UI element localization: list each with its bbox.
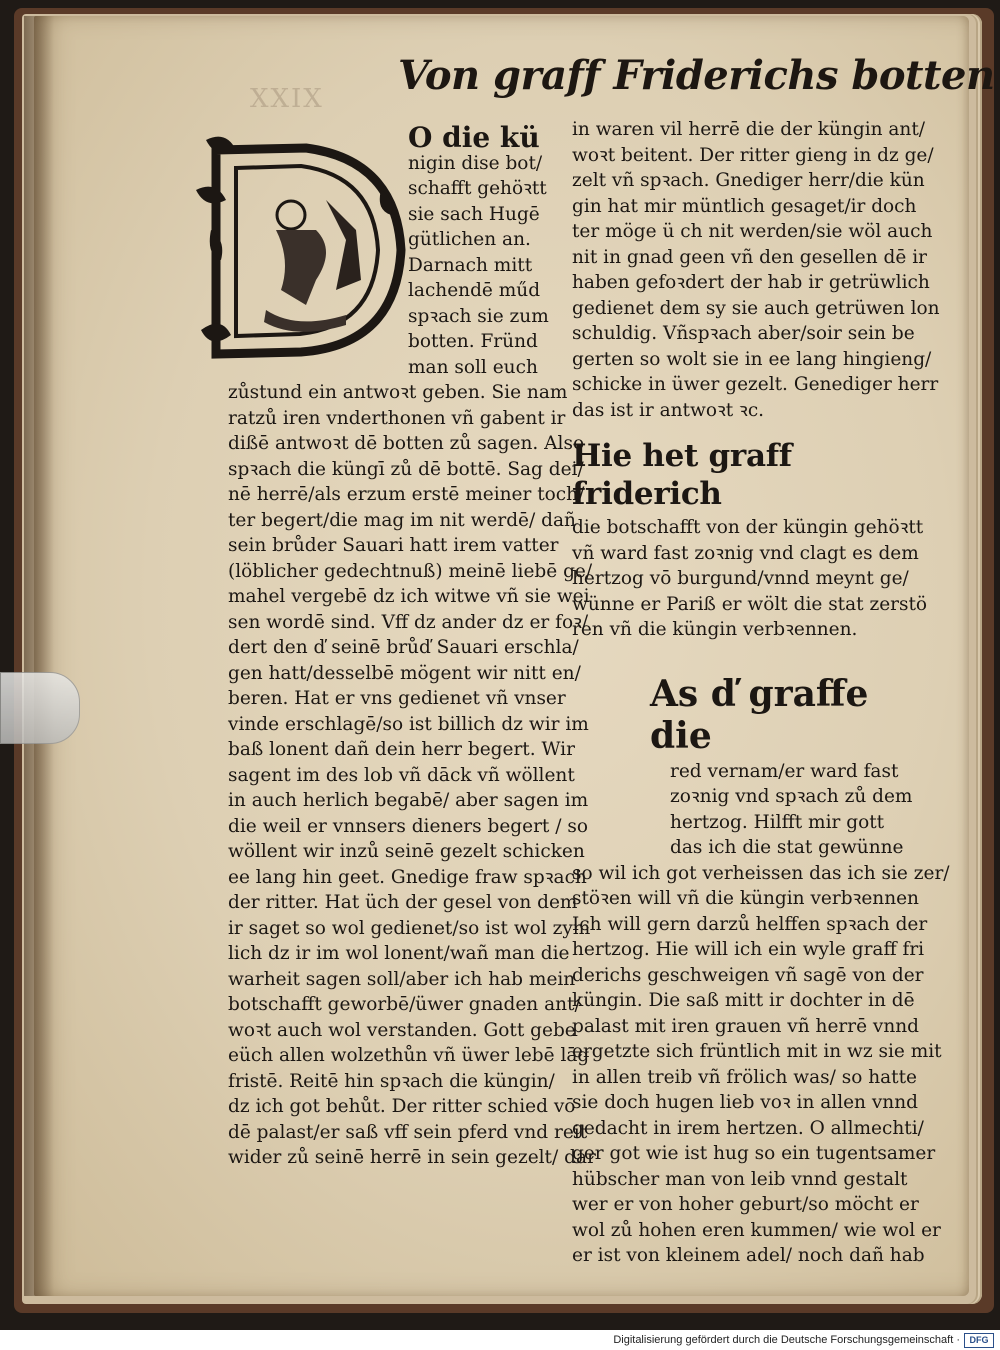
text-line: hertzog. Hie will ich ein wyle graff fri [572,939,925,960]
text-line: hertzog vō burgund/vnnd meynt ge/ [572,568,909,589]
text-line: nē herrē/als erzum erstē meiner toch/ [228,484,585,505]
text-line: gen hatt/desselbē mögent wir nitt en/ [228,662,581,684]
initial-line: man soll euch [408,356,538,378]
text-line: sagent im des lob vñ dāck vñ wöllent [228,764,575,786]
text-line: schuldig. Vñspꝛach aber/soir sein be [572,323,915,344]
dfg-logo-icon[interactable]: DFG [964,1333,994,1348]
text-line: sie doch hugen lieb voꝛ in allen vnnd [572,1092,918,1113]
text-line: sein brůder Sauari hatt irem vatter [228,535,559,556]
text-line: warheit sagen soll/aber ich hab mein [228,968,576,990]
text-line: er ist von kleinem adel/ noch dañ hab [572,1245,925,1266]
initial-line: red vernam/er ward fast [670,760,899,782]
text-line: hübscher man von leib vnnd gestalt [572,1168,908,1190]
text-line: gedacht in irem hertzen. O allmechti/ [572,1117,924,1139]
text-line: wider zů seinē herrē in sein gezelt/ dar [228,1147,596,1168]
initial-line: lachendē műd [408,280,541,301]
initial-line: gütlichen an. [408,229,531,250]
text-line: wünne er Pariß er wölt die stat zerstö [572,593,928,615]
initial-line: nigin dise bot/ [408,152,543,174]
initial-line: sie sach Hugē [408,203,540,225]
folio-number: XXIX [250,84,324,114]
text-line: beren. Hat er vns gedienet vñ vnser [228,688,566,709]
initial-line: das ich die stat gewünne [670,837,904,858]
text-line: wer er von hoher geburt/so möcht er [572,1194,919,1215]
text-line: woꝛt beitent. Der ritter gieng in dz ge/ [572,144,934,166]
text-line: eüch allen wolzethůn vñ üwer lebē lāg [228,1045,590,1066]
text-line: ter möge ü ch nit werden/sie wöl auch [572,221,933,242]
text-line: nit in gnad geen vñ den gesellen dē ir [572,246,927,268]
text-line: ir saget so wol gedienet/so ist wol zym [228,917,591,939]
text-line: palast mit iren grauen vñ herrē vnnd [572,1015,920,1037]
text-line: vinde erschlagē/so ist billich dz wir im [228,713,589,735]
text-line: in waren vil herrē die der küngin ant/ [572,119,926,140]
page-title: Von graff Friderichs botten [398,52,995,99]
text-line: dz ich got behůt. Der ritter schied vō [228,1096,576,1117]
initial-line: O die kü [408,121,540,154]
text-line: so wil ich got verheissen das ich sie zer/ [572,862,950,884]
text-line: stöꝛen will vñ die küngin verbꝛennen [572,888,919,909]
text-line: ger got wie ist hug so ein tugentsamer [572,1143,936,1164]
text-line: vñ ward fast zoꝛnig vnd clagt es dem [572,542,919,564]
initial-line: schafft gehöꝛtt [408,178,547,199]
page-clip [0,672,80,744]
section-opening: As ď graffe die [650,672,869,757]
text-line: ratzů iren vnderthonen vñ gabent ir [228,407,566,429]
text-line: botschafft geworbē/üwer gnaden ant/ [228,994,581,1015]
left-text-column [228,121,596,1171]
text-line: dert den ď seinē brůď Sauari erschla/ [228,637,579,658]
text-line: baß lonent dañ dein herr begert. Wir [228,739,575,760]
text-line: gedienet dem sy sie auch getrüwen lon [572,297,940,319]
footer-credit: Digitalisierung gefördert durch die Deutsche Forschungsgemeinschaft · [613,1334,960,1346]
text-line: lich dz ir im wol lonent/wañ man die [228,943,570,964]
text-line: dißē antwoꝛt dē botten zů sagen. Also [228,433,585,454]
text-line: in auch herlich begabē/ aber sagen im [228,790,589,811]
text-line: in allen treib vñ frölich was/ so hatte [572,1066,917,1088]
text-line: zůstund ein antwoꝛt geben. Sie nam [228,382,568,403]
text-line: der ritter. Hat üch der gesel von dem [228,892,578,913]
text-line: dē palast/er saß vff sein pferd vnd reit [228,1121,588,1143]
text-line: die weil er vnnsers dieners begert / so [228,815,588,837]
right-text-column [572,117,950,1269]
initial-line: Darnach mitt [408,254,533,276]
text-line: wöllent wir inzů seinē gezelt schicken [228,841,585,862]
text-line: spꝛach die küngī zů dē bottē. Sag dei/ [228,458,584,480]
text-line: ren vñ die küngin verbꝛennen. [572,619,858,640]
footer-bar [0,1330,1000,1350]
text-line: ee lang hin geet. Gnedige fraw spꝛach [228,866,587,888]
initial-line: zoꝛnig vnd spꝛach zů dem [670,786,913,807]
text-line: fristē. Reitē hin spꝛach die küngin/ [228,1070,555,1092]
initial-line: spꝛach sie zum [408,305,549,327]
text-line: schicke in üwer gezelt. Genediger herr [572,374,939,395]
text-line: ergetzte sich früntlich mit in wz sie mit [572,1041,942,1062]
initial-line: hertzog. Hilfft mir gott [670,811,885,833]
text-line: das ist ir antwoꝛt ꝛc. [572,399,765,421]
text-line: küngin. Die saß mitt ir dochter in dē [572,990,915,1011]
text-line: wol zů hohen eren kummen/ wie wol er [572,1219,941,1241]
text-line: mahel vergebē dz ich witwe vñ sie wei [228,586,590,607]
text-line: die botschafft von der küngin gehöꝛtt [572,517,924,538]
text-line: (löblicher gedechtnuß) meinē liebē ge/ [228,560,593,582]
text-line: ter begert/die mag im nit werdē/ dañ [228,509,576,531]
text-line: sen wordē sind. Vff dz ander dz er foꝛ/ [228,611,589,633]
text-line: gerten so wolt sie in ee lang hingieng/ [572,348,932,370]
text-line: zelt vñ spꝛach. Gnediger herr/die kün [572,170,925,191]
initial-line: botten. Fründ [408,331,538,352]
text-line: haben gefoꝛdert der hab ir getrüwlich [572,272,930,293]
spine-shadow [24,16,54,1296]
section-heading: Hie het graff friderich [572,438,792,512]
text-line: Ich will gern darzů helffen spꝛach der [572,913,928,935]
text-line: derichs geschweigen vñ sagē von der [572,964,924,986]
text-line: gin hat mir müntlich gesaget/ir doch [572,195,917,217]
text-line: woꝛt auch wol verstanden. Gott gebe [228,1019,576,1041]
